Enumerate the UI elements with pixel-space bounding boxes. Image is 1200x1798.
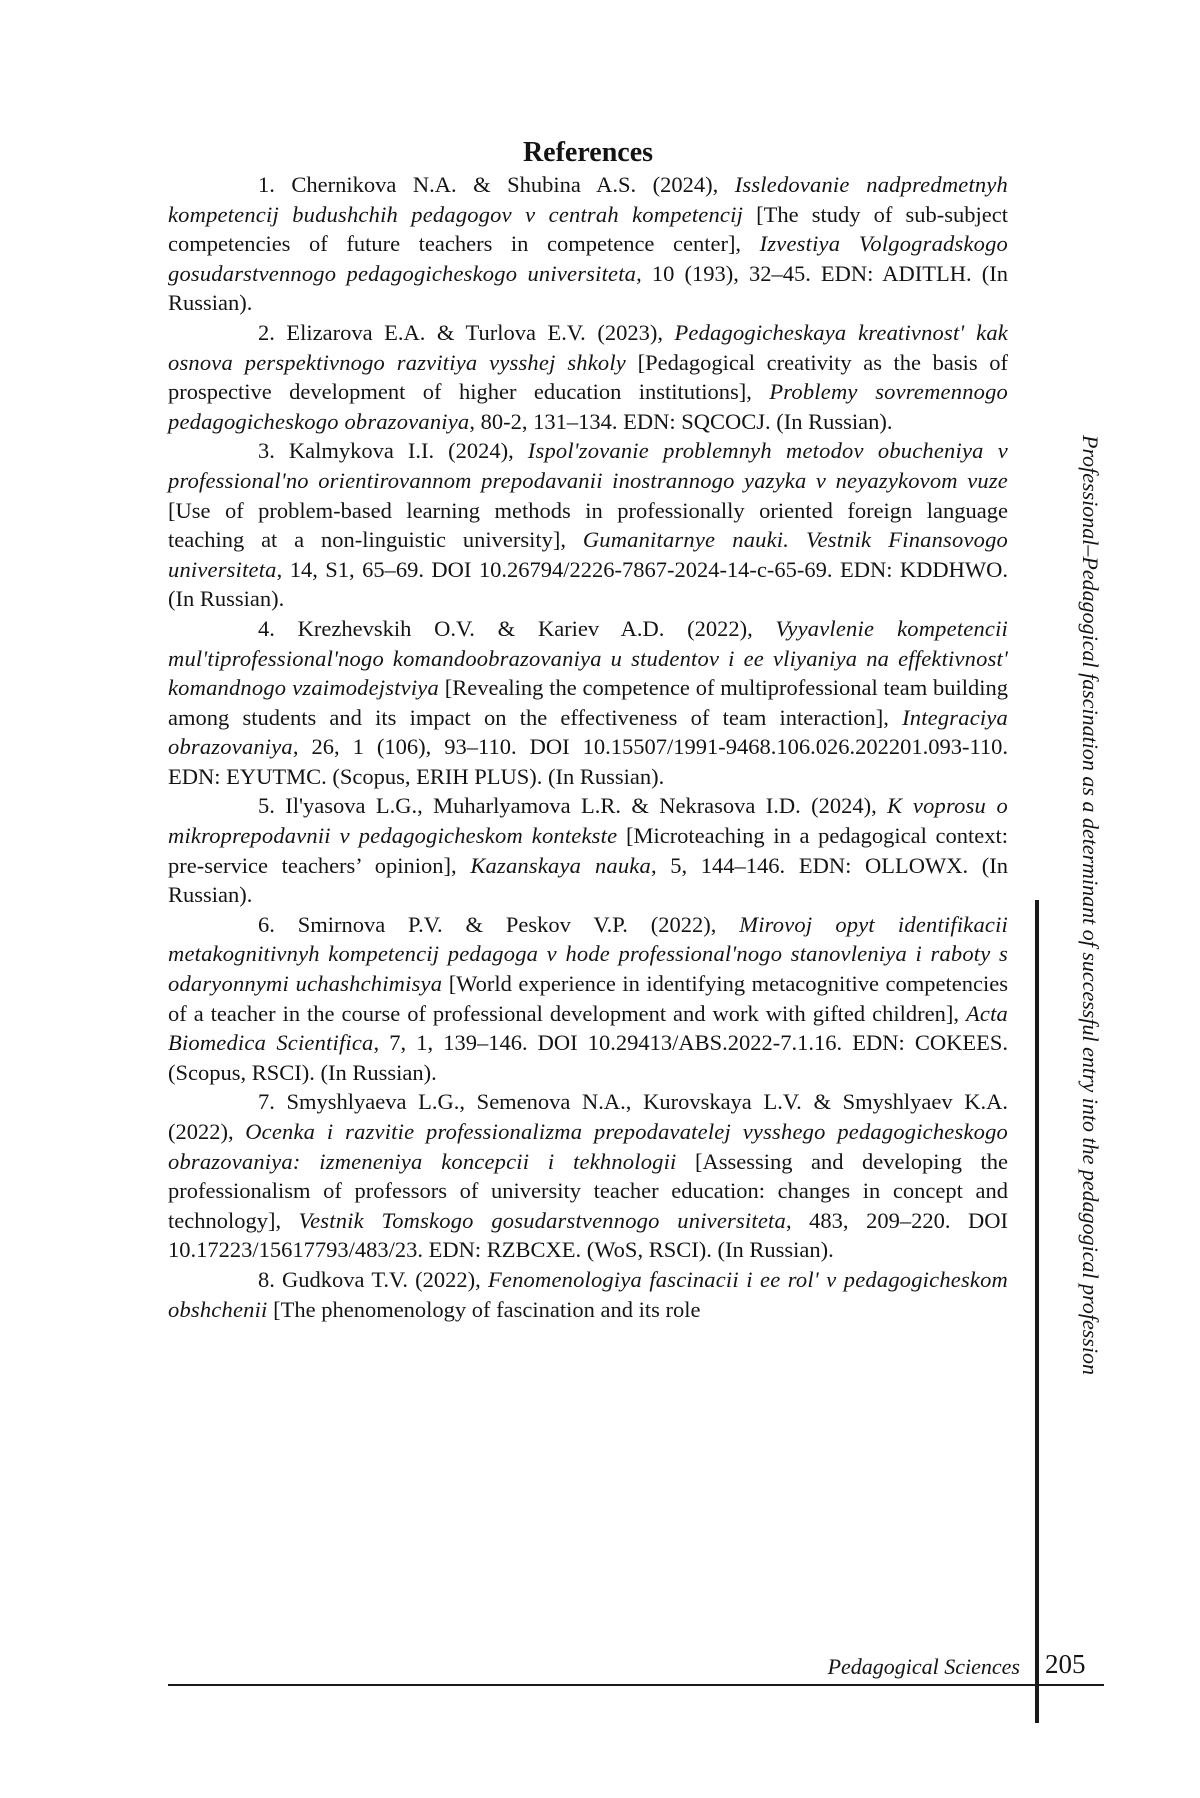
ref-journal: Problemy sovremennogo pedagogicheskogo obrazovaniya xyxy=(168,379,1008,434)
ref-journal: Vestnik Tomskogo gosudarstvennogo universiteta xyxy=(298,1207,786,1233)
ref-title: Pedagogicheskaya kreativnost' kak osnova perspektivnogo razvitiya vysshej shkoly xyxy=(168,319,1008,375)
ref-journal: Gumanitarnye nauki. Vestnik Finansovogo universiteta xyxy=(168,527,1008,582)
ref-title: K voprosu o mikroprepodavnii v pedagogicheskom kontekste xyxy=(168,793,1009,849)
ref-title: Issledovanie nadpredmetnyh kompetencij budushchih pedagogov v centrah kompetencij xyxy=(168,172,1008,227)
ref-text: 7. Smyshlyaeva L.G., Semenova N.A., Kurovskaya L.V. & Smyshlyaev K.A. (2022), xyxy=(168,1089,1008,1144)
ref-title: Vyyavlenie kompetencii mul'tiprofessional'nogo komandoobrazovaniya u studentov i ee vliyaniya na effektivnost' komandnogo vzaimodejstviya xyxy=(168,615,1008,701)
ref-text: 3. Kalmykova I.I. (2024), xyxy=(258,438,528,464)
ref-text: 8. Gudkova T.V. (2022), xyxy=(258,1266,488,1292)
footer-rule xyxy=(168,1684,1104,1686)
ref-text: , 14, S1, 65–69. DOI 10.26794/2226-7867-2024-14-c-65-69. EDN: KDDHWO. (In Russian). xyxy=(168,556,1008,612)
references-heading: References xyxy=(522,137,654,168)
ref-text: 2. Elizarova E.A. & Turlova E.V. (2023), xyxy=(258,319,675,345)
reference-item xyxy=(168,436,1008,614)
ref-journal: Integraciya obrazovaniya xyxy=(168,704,1008,760)
ref-text: [Assessing and developing the professionalism of professors of university teacher education: changes in concept and technology], xyxy=(168,1148,1008,1233)
ref-text: 6. Smirnova P.V. & Peskov V.P. (2022), xyxy=(258,911,740,937)
ref-text: [World experience in identifying metacognitive competencies of a teacher in the course of professional development and work with gifted children], xyxy=(168,971,1008,1026)
ref-text: 5. Il'yasova L.G., Muharlyamova L.R. & Nekrasova I.D. (2024), xyxy=(258,793,888,819)
ref-text: [Pedagogical creativity as the basis of prospective development of higher education institutions], xyxy=(168,349,1008,405)
ref-text: , 5, 144–146. EDN: OLLOWX. (In Russian). xyxy=(168,852,1009,908)
ref-title: Fenomenologiya fascinacii i ee rol' v pedagogicheskom obshchenii xyxy=(168,1266,1008,1322)
ref-text: , 7, 1, 139–146. DOI 10.29413/ABS.2022-7.1.16. EDN: COKEES. (Scopus, RSCI). (In Russian). xyxy=(168,1030,1008,1085)
ref-text: [Microteaching in a pedagogical context: pre-service teachers’ opinion], xyxy=(168,823,1009,878)
ref-title: Mirovoj opyt identifikacii metakognitivnyh kompetencij pedagoga v hode professional'nogo stanovleniya i raboty s odaryonnymi uchashchimisya xyxy=(168,911,1008,997)
ref-text: , 10 (193), 32–45. EDN: ADITLH. (In Russian). xyxy=(168,260,1008,316)
reference-item xyxy=(168,910,1008,1088)
page-number: 205 xyxy=(1045,1649,1086,1679)
ref-journal: Izvestiya Volgogradskogo gosudarstvennogo pedagogicheskogo universiteta xyxy=(168,231,1008,286)
vertical-rule xyxy=(1035,900,1039,1723)
ref-journal: Acta Biomedica Scientifica xyxy=(168,1000,1008,1056)
ref-text: [Revealing the competence of multiprofessional team building among students and its impact on the effectiveness of team interaction], xyxy=(168,675,1008,730)
ref-text: , 80-2, 131–134. EDN: SQCOCJ. (In Russian). xyxy=(469,408,893,434)
ref-journal: Kazanskaya nauka xyxy=(470,852,651,878)
ref-title: Ocenka i razvitie professionalizma prepodavatelej vysshego pedagogicheskogo obrazovaniya: izmeneniya koncepcii i tekhnologii xyxy=(168,1119,1008,1174)
reference-item xyxy=(168,318,1008,436)
reference-item xyxy=(168,1265,1008,1324)
reference-item xyxy=(168,791,1008,909)
running-title: Professional–Pedagogical fascination as a determinant of successful entry into the pedagogical profession xyxy=(1078,435,1103,1375)
ref-text: , 26, 1 (106), 93–110. DOI 10.15507/1991-9468.106.026.202201.093-110. EDN: EYUTMC. (Scopus, ERIH PLUS). (In Russian). xyxy=(168,734,1008,789)
ref-text: , 483, 209–220. DOI 10.17223/15617793/483/23. EDN: RZBCXE. (WoS, RSCI). (In Russian). xyxy=(168,1207,1008,1263)
ref-text: [The phenomenology of fascination and its role xyxy=(267,1296,701,1322)
ref-text: 1. Chernikova N.A. & Shubina A.S. (2024), xyxy=(258,172,735,197)
reference-item xyxy=(168,1087,1008,1265)
ref-text: [The study of sub-subject competencies of future teachers in competence center], xyxy=(168,201,1008,257)
reference-item xyxy=(168,614,1008,792)
reference-item xyxy=(168,170,1008,318)
footer-journal-name: Pedagogical Sciences xyxy=(827,1654,1020,1679)
reference-list xyxy=(168,170,1008,1324)
ref-text: [Use of problem-based learning methods in professionally oriented foreign language teaching at a non-linguistic university], xyxy=(168,497,1008,553)
ref-title: Ispol'zovanie problemnyh metodov obucheniya v professional'no orientirovannom prepodavanii inostrannogo yazyka v neyazykovom vuze xyxy=(168,438,1008,493)
ref-text: 4. Krezhevskih O.V. & Kariev A.D. (2022), xyxy=(258,615,776,641)
